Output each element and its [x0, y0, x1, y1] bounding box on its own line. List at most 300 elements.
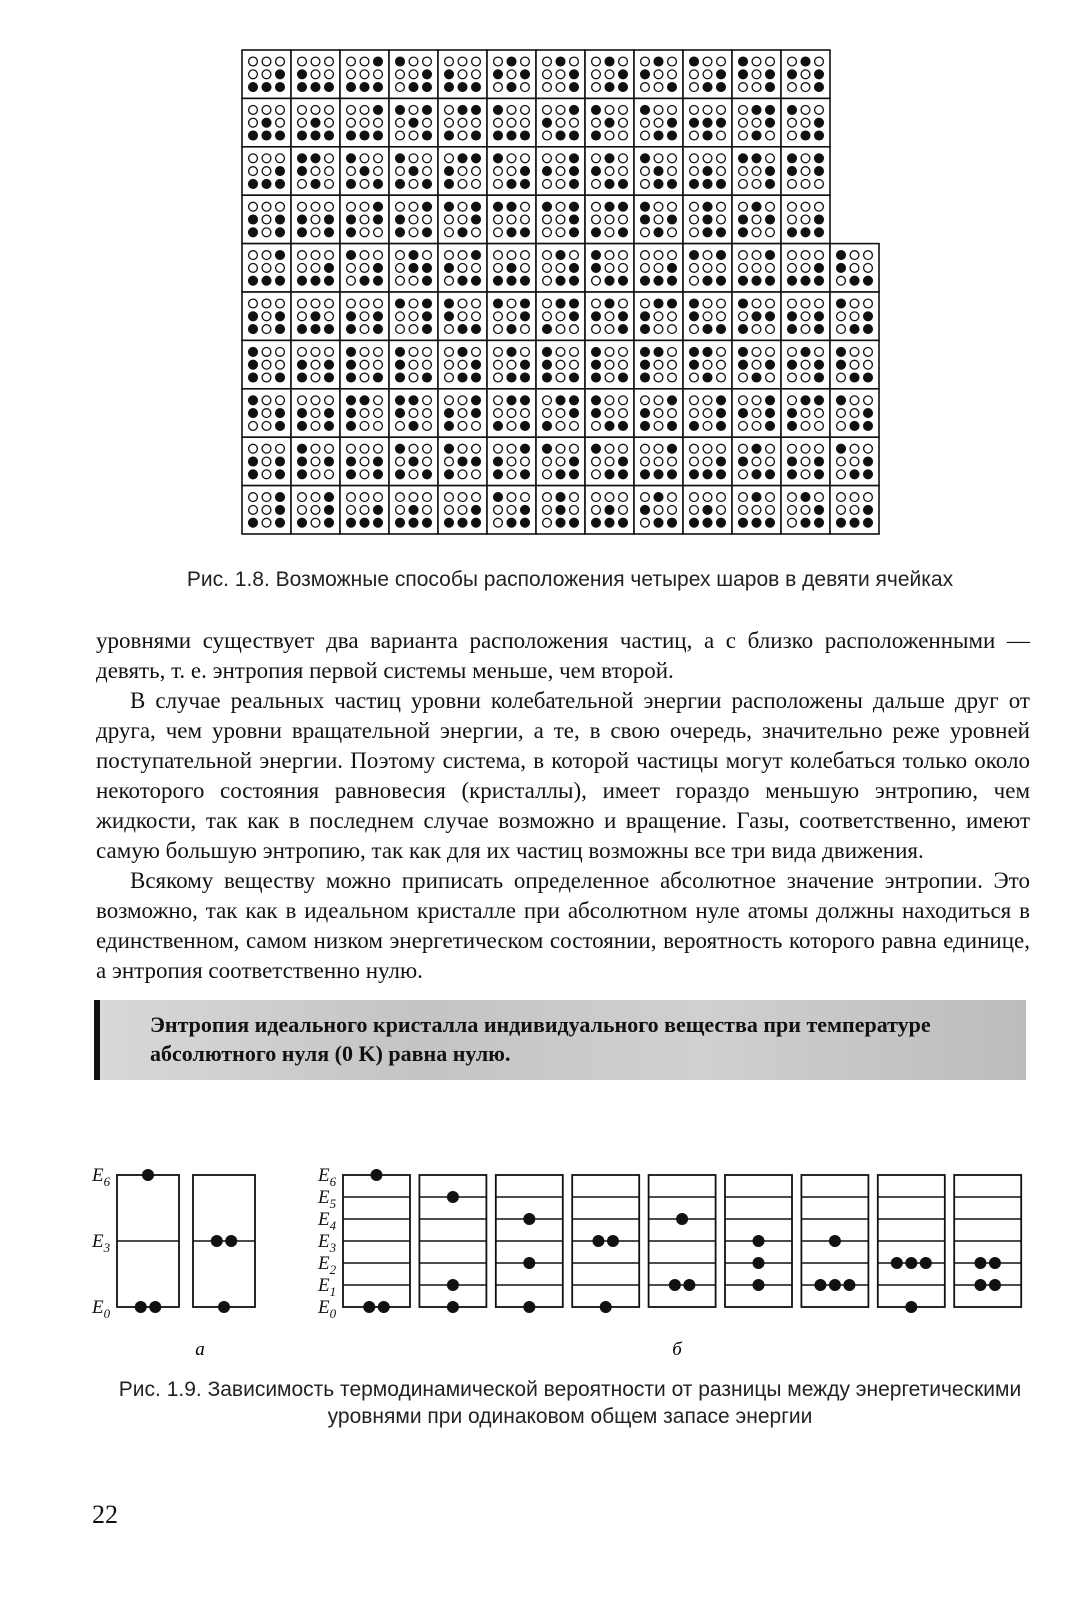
ball-filled	[521, 228, 530, 237]
ball-empty	[801, 154, 810, 163]
ball-empty	[507, 299, 516, 308]
ball-filled	[864, 373, 873, 382]
ball-filled	[360, 167, 369, 176]
ball-empty	[752, 70, 761, 79]
ball-empty	[543, 154, 552, 163]
ball-empty	[766, 348, 775, 357]
ball-filled	[325, 518, 334, 527]
ball-filled	[739, 70, 748, 79]
ball-filled	[801, 518, 810, 527]
ball-empty	[641, 228, 650, 237]
ball-empty	[605, 457, 614, 466]
ball-empty	[262, 493, 271, 502]
arrangement-cell	[340, 50, 389, 98]
arrangement-cell	[634, 437, 683, 485]
ball-empty	[668, 154, 677, 163]
ball-filled	[739, 518, 748, 527]
ball-empty	[654, 325, 663, 334]
ball-filled	[347, 215, 356, 224]
ball-filled	[374, 106, 383, 115]
ball-filled	[311, 83, 320, 92]
ball-empty	[739, 118, 748, 127]
ball-filled	[668, 299, 677, 308]
ball-filled	[605, 299, 614, 308]
ball-filled	[801, 57, 810, 66]
ball-filled	[409, 118, 418, 127]
ball-filled	[445, 83, 454, 92]
ball-empty	[605, 373, 614, 382]
ball-filled	[739, 360, 748, 369]
ball-empty	[325, 106, 334, 115]
ball-empty	[605, 70, 614, 79]
ball-empty	[409, 348, 418, 357]
ball-filled	[556, 506, 565, 515]
ball-filled	[703, 276, 712, 285]
ball-empty	[409, 154, 418, 163]
ball-empty	[788, 83, 797, 92]
ball-filled	[445, 167, 454, 176]
ball-empty	[347, 276, 356, 285]
ball-filled	[494, 70, 503, 79]
ball-empty	[788, 444, 797, 453]
ball-empty	[445, 493, 454, 502]
ball-empty	[815, 106, 824, 115]
ball-empty	[409, 493, 418, 502]
particle-dot	[683, 1279, 695, 1291]
ball-filled	[703, 202, 712, 211]
arrangement-cell	[585, 340, 634, 388]
arrangement-cell	[585, 292, 634, 340]
ball-filled	[815, 312, 824, 321]
ball-empty	[556, 360, 565, 369]
ball-empty	[409, 106, 418, 115]
ball-filled	[276, 373, 285, 382]
ball-filled	[717, 83, 726, 92]
ball-empty	[262, 228, 271, 237]
ball-filled	[717, 251, 726, 260]
ball-empty	[766, 506, 775, 515]
ball-filled	[570, 228, 579, 237]
ball-empty	[788, 57, 797, 66]
ball-empty	[507, 70, 516, 79]
ball-empty	[739, 167, 748, 176]
ball-filled	[717, 325, 726, 334]
ball-filled	[570, 299, 579, 308]
ball-empty	[262, 360, 271, 369]
ball-empty	[423, 57, 432, 66]
arrangement-cell	[732, 98, 781, 146]
ball-filled	[864, 276, 873, 285]
particle-dot	[829, 1235, 841, 1247]
ball-empty	[311, 506, 320, 515]
ball-empty	[717, 202, 726, 211]
ball-filled	[409, 264, 418, 273]
ball-filled	[472, 131, 481, 140]
ball-filled	[641, 360, 650, 369]
ball-empty	[409, 444, 418, 453]
ball-filled	[374, 457, 383, 466]
ball-empty	[262, 373, 271, 382]
particle-dot	[523, 1213, 535, 1225]
ball-filled	[423, 106, 432, 115]
arrangement-cell	[291, 147, 340, 195]
ball-filled	[507, 325, 516, 334]
ball-empty	[507, 215, 516, 224]
ball-filled	[703, 518, 712, 527]
ball-filled	[668, 118, 677, 127]
ball-filled	[570, 70, 579, 79]
ball-empty	[311, 493, 320, 502]
arrangement-cell	[585, 98, 634, 146]
ball-empty	[543, 180, 552, 189]
energy-level-label: $E_4$	[318, 1209, 337, 1233]
ball-filled	[494, 276, 503, 285]
ball-empty	[556, 325, 565, 334]
ball-empty	[837, 493, 846, 502]
ball-empty	[556, 264, 565, 273]
ball-filled	[458, 325, 467, 334]
ball-filled	[717, 70, 726, 79]
ball-filled	[717, 118, 726, 127]
ball-empty	[396, 70, 405, 79]
ball-filled	[396, 444, 405, 453]
ball-filled	[347, 154, 356, 163]
ball-filled	[815, 325, 824, 334]
ball-filled	[262, 118, 271, 127]
ball-empty	[690, 493, 699, 502]
arrangement-cell	[291, 340, 340, 388]
ball-empty	[249, 422, 258, 431]
ball-filled	[717, 276, 726, 285]
ball-filled	[752, 202, 761, 211]
ball-empty	[690, 228, 699, 237]
ball-empty	[543, 518, 552, 527]
arrangement-cell	[242, 147, 291, 195]
ball-empty	[298, 348, 307, 357]
ball-filled	[521, 444, 530, 453]
particle-dot	[974, 1279, 986, 1291]
ball-filled	[766, 251, 775, 260]
ball-filled	[507, 373, 516, 382]
figure-1-9-caption: Рис. 1.9. Зависимость термодинамической вероятности от разницы между энергетическими уровнями при одинаковом общем запасе энергии	[118, 1378, 1022, 1428]
particle-dot	[814, 1279, 826, 1291]
ball-filled	[570, 276, 579, 285]
ball-filled	[864, 457, 873, 466]
arrangement-cell	[487, 50, 536, 98]
ball-empty	[690, 167, 699, 176]
ball-empty	[766, 228, 775, 237]
ball-empty	[837, 457, 846, 466]
ball-empty	[850, 409, 859, 418]
ball-filled	[249, 180, 258, 189]
ball-empty	[262, 396, 271, 405]
arrangement-cell	[634, 244, 683, 292]
ball-filled	[788, 228, 797, 237]
ball-filled	[298, 228, 307, 237]
particle-dot	[523, 1301, 535, 1313]
ball-filled	[668, 518, 677, 527]
page-number: 22	[92, 1500, 118, 1529]
ball-empty	[298, 264, 307, 273]
ball-filled	[641, 276, 650, 285]
ball-empty	[766, 131, 775, 140]
ball-empty	[360, 373, 369, 382]
ball-filled	[592, 360, 601, 369]
ball-empty	[864, 493, 873, 502]
arrangement-cell	[389, 147, 438, 195]
ball-empty	[690, 106, 699, 115]
ball-empty	[717, 444, 726, 453]
arrangement-cell	[487, 437, 536, 485]
paragraph-1: уровнями существует два варианта расположения частиц, а с близко расположенными — девять, т. е. энтропия первой системы меньше, чем второй.	[96, 628, 1030, 683]
particle-dot	[363, 1301, 375, 1313]
arrangement-cell	[634, 98, 683, 146]
ball-empty	[325, 70, 334, 79]
arrangement-cell	[291, 50, 340, 98]
ball-empty	[752, 215, 761, 224]
ball-filled	[641, 409, 650, 418]
ball-filled	[276, 251, 285, 260]
ball-filled	[409, 83, 418, 92]
ball-empty	[249, 506, 258, 515]
particle-dot	[142, 1169, 154, 1181]
ball-filled	[654, 348, 663, 357]
arrangement-cell	[340, 98, 389, 146]
arrangement-cell	[242, 195, 291, 243]
ball-empty	[717, 506, 726, 515]
ball-empty	[570, 118, 579, 127]
ball-filled	[276, 215, 285, 224]
ball-filled	[654, 470, 663, 479]
ball-filled	[347, 325, 356, 334]
ball-empty	[543, 57, 552, 66]
ball-empty	[641, 180, 650, 189]
ball-empty	[262, 312, 271, 321]
ball-empty	[276, 444, 285, 453]
ball-empty	[458, 299, 467, 308]
ball-filled	[570, 215, 579, 224]
arrangement-cell	[683, 244, 732, 292]
arrangement-cell	[683, 292, 732, 340]
ball-filled	[445, 470, 454, 479]
ball-empty	[360, 506, 369, 515]
ball-empty	[494, 264, 503, 273]
ball-filled	[445, 299, 454, 308]
ball-empty	[360, 422, 369, 431]
ball-filled	[347, 83, 356, 92]
ball-filled	[360, 276, 369, 285]
ball-filled	[374, 57, 383, 66]
ball-empty	[703, 264, 712, 273]
ball-filled	[507, 396, 516, 405]
ball-empty	[423, 154, 432, 163]
ball-empty	[619, 106, 628, 115]
ball-empty	[409, 470, 418, 479]
ball-filled	[570, 167, 579, 176]
ball-filled	[850, 325, 859, 334]
ball-filled	[347, 180, 356, 189]
ball-empty	[311, 444, 320, 453]
ball-empty	[311, 251, 320, 260]
ball-empty	[654, 154, 663, 163]
ball-filled	[360, 396, 369, 405]
ball-empty	[360, 180, 369, 189]
ball-filled	[766, 409, 775, 418]
ball-filled	[641, 506, 650, 515]
ball-empty	[668, 106, 677, 115]
ball-empty	[543, 493, 552, 502]
ball-filled	[570, 83, 579, 92]
ball-filled	[374, 276, 383, 285]
ball-empty	[850, 312, 859, 321]
ball-empty	[276, 396, 285, 405]
ball-empty	[374, 251, 383, 260]
ball-empty	[374, 154, 383, 163]
ball-empty	[837, 276, 846, 285]
ball-filled	[815, 518, 824, 527]
ball-filled	[766, 396, 775, 405]
arrangement-cell	[830, 486, 879, 534]
ball-empty	[752, 167, 761, 176]
ball-empty	[409, 373, 418, 382]
arrangement-cell	[389, 50, 438, 98]
arrangement-cell	[389, 98, 438, 146]
ball-filled	[298, 167, 307, 176]
ball-empty	[837, 470, 846, 479]
ball-empty	[472, 167, 481, 176]
ball-empty	[472, 118, 481, 127]
ball-filled	[605, 57, 614, 66]
ball-empty	[690, 276, 699, 285]
ball-filled	[605, 154, 614, 163]
arrangement-cell	[585, 486, 634, 534]
ball-filled	[507, 131, 516, 140]
arrangement-cell	[242, 340, 291, 388]
energy-level-label: $E_2$	[318, 1253, 337, 1277]
ball-filled	[360, 131, 369, 140]
arrangement-cell	[242, 437, 291, 485]
ball-filled	[521, 360, 530, 369]
ball-empty	[249, 70, 258, 79]
ball-empty	[801, 70, 810, 79]
ball-empty	[472, 470, 481, 479]
ball-empty	[668, 251, 677, 260]
figure-1-8-grid	[0, 0, 1080, 550]
ball-empty	[717, 215, 726, 224]
ball-filled	[641, 106, 650, 115]
ball-filled	[521, 131, 530, 140]
ball-filled	[619, 457, 628, 466]
ball-empty	[850, 264, 859, 273]
arrangement-cell	[487, 244, 536, 292]
ball-empty	[507, 106, 516, 115]
ball-filled	[837, 299, 846, 308]
ball-filled	[570, 131, 579, 140]
ball-filled	[249, 518, 258, 527]
ball-empty	[801, 264, 810, 273]
ball-empty	[668, 457, 677, 466]
ball-empty	[507, 312, 516, 321]
ball-filled	[409, 167, 418, 176]
ball-empty	[458, 180, 467, 189]
ball-empty	[472, 70, 481, 79]
ball-empty	[788, 373, 797, 382]
arrangement-cell	[830, 244, 879, 292]
arrangement-cell	[340, 147, 389, 195]
ball-empty	[570, 444, 579, 453]
ball-filled	[654, 493, 663, 502]
ball-empty	[703, 106, 712, 115]
arrangement-cell	[242, 389, 291, 437]
arrangement-cell	[438, 50, 487, 98]
arrangement-cell	[830, 389, 879, 437]
ball-filled	[766, 518, 775, 527]
ball-filled	[249, 215, 258, 224]
ball-empty	[494, 83, 503, 92]
ball-empty	[543, 276, 552, 285]
ball-empty	[801, 202, 810, 211]
ball-filled	[325, 360, 334, 369]
ball-filled	[864, 470, 873, 479]
ball-empty	[619, 154, 628, 163]
ball-filled	[788, 154, 797, 163]
ball-filled	[298, 422, 307, 431]
arrangement-cell	[536, 437, 585, 485]
ball-filled	[766, 422, 775, 431]
ball-empty	[276, 264, 285, 273]
ball-empty	[360, 444, 369, 453]
ball-empty	[619, 444, 628, 453]
ball-empty	[298, 312, 307, 321]
ball-empty	[458, 70, 467, 79]
ball-empty	[801, 180, 810, 189]
ball-filled	[396, 299, 405, 308]
ball-empty	[592, 180, 601, 189]
ball-filled	[374, 215, 383, 224]
ball-empty	[262, 57, 271, 66]
ball-empty	[325, 348, 334, 357]
ball-filled	[458, 276, 467, 285]
arrangement-cell	[536, 389, 585, 437]
ball-empty	[801, 444, 810, 453]
ball-filled	[347, 470, 356, 479]
ball-empty	[690, 215, 699, 224]
ball-empty	[396, 493, 405, 502]
ball-empty	[423, 396, 432, 405]
ball-filled	[752, 312, 761, 321]
ball-filled	[619, 70, 628, 79]
ball-empty	[592, 276, 601, 285]
ball-filled	[276, 470, 285, 479]
arrangement-cell	[585, 147, 634, 195]
arrangement-cell	[389, 437, 438, 485]
ball-empty	[360, 154, 369, 163]
ball-empty	[311, 202, 320, 211]
ball-empty	[605, 251, 614, 260]
arrangement-cell	[389, 244, 438, 292]
ball-empty	[311, 457, 320, 466]
ball-filled	[423, 180, 432, 189]
ball-empty	[472, 312, 481, 321]
ball-empty	[262, 106, 271, 115]
ball-empty	[249, 251, 258, 260]
ball-empty	[752, 299, 761, 308]
ball-empty	[801, 325, 810, 334]
ball-filled	[703, 348, 712, 357]
ball-filled	[864, 518, 873, 527]
ball-filled	[837, 348, 846, 357]
ball-filled	[837, 360, 846, 369]
